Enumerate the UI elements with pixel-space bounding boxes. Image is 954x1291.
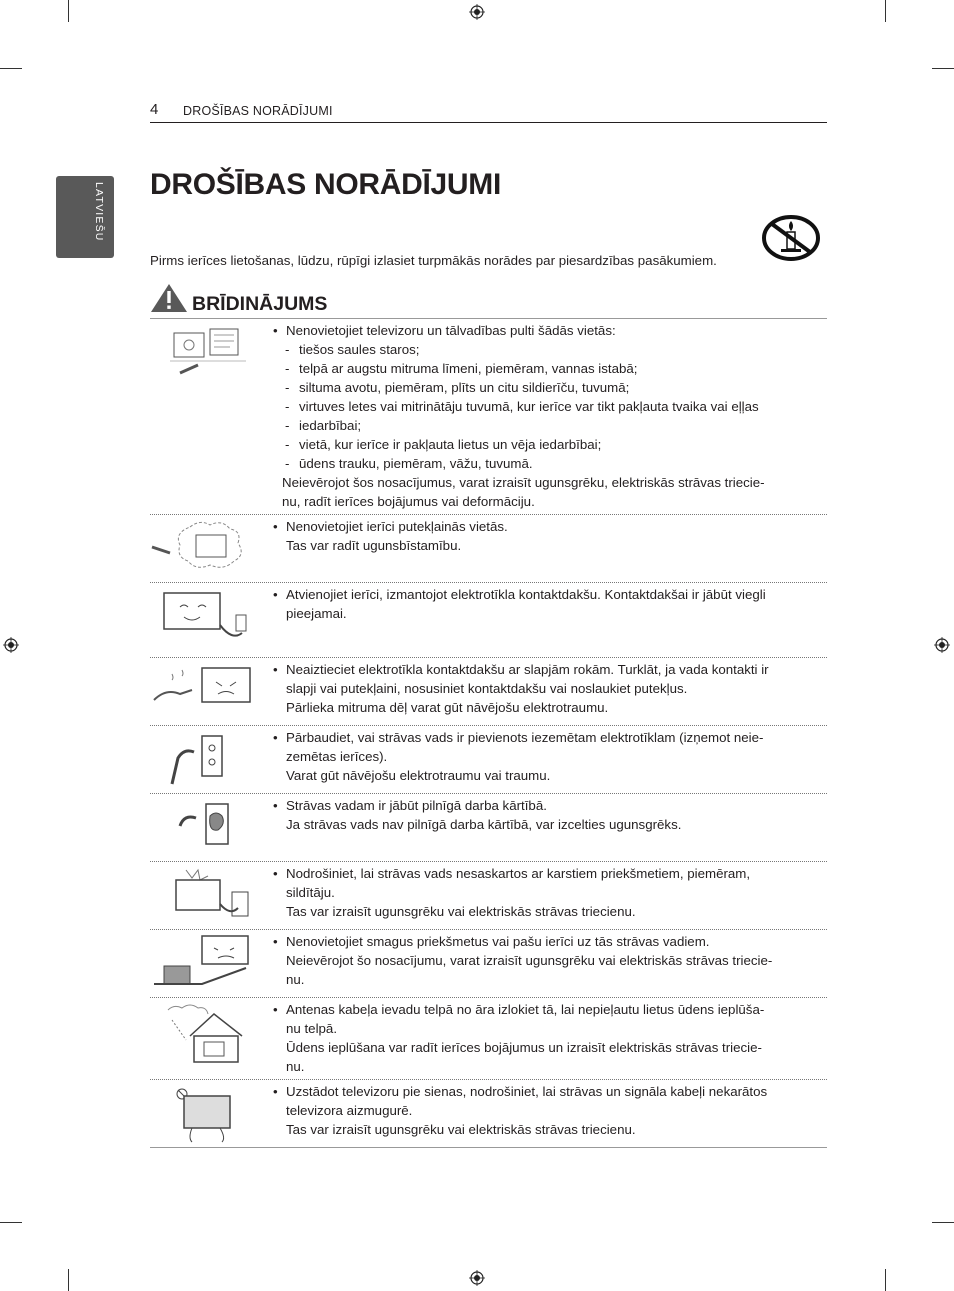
language-tab-label: LATVIEŠU (93, 182, 105, 242)
warning-line: televizora aizmugurē. (286, 1103, 413, 1118)
registration-mark-icon (469, 4, 485, 20)
unplug-illustration (150, 585, 268, 653)
warning-line: pieejamai. (286, 606, 347, 621)
no-open-flame-icon (761, 214, 821, 262)
warning-text (272, 583, 827, 626)
warning-line: Tas var radīt ugunsbīstamību. (286, 538, 462, 553)
warning-subitem-continued: - iedarbībai; (272, 416, 827, 435)
warning-note: Neievērojot šos nosacījumus, varat izraisīt ugunsgrēku, elektriskās strāvas triecie- (282, 475, 765, 490)
warning-row (150, 998, 827, 1080)
wall-mount-cables-illustration (150, 1082, 268, 1144)
warning-bullet: • Strāvas vadam ir jābūt pilnīgā darba kārtībā. (272, 796, 827, 815)
warning-line: Ūdens ieplūšana var radīt ierīces bojājumus un izraisīt elektriskās strāvas triecie- (286, 1040, 762, 1055)
warning-line: sildītāju. (286, 885, 335, 900)
warning-bullet: • Pārbaudiet, vai strāvas vads ir pievienots iezemētam elektrotīklam (izņemot neie- (272, 728, 827, 747)
warning-line: Neievērojot šo nosacījumu, varat izraisīt ugunsgrēku vai elektriskās strāvas triecie- (286, 953, 773, 968)
warning-row (150, 794, 827, 862)
crop-mark (885, 1269, 886, 1291)
warning-line: Tas var izraisīt ugunsgrēku vai elektriskās strāvas triecienu. (286, 1122, 636, 1137)
warning-subitem: - tiešos saules staros; (272, 340, 827, 359)
warning-subitem: - telpā ar augstu mitruma līmeni, piemēram, vannas istabā; (272, 359, 827, 378)
crop-mark (0, 1222, 22, 1223)
warning-line: slapji vai putekļaini, nosusiniet kontaktdakšu vai noslaukiet putekļus. (286, 681, 688, 696)
warning-subitem: - ūdens trauku, piemēram, vāžu, tuvumā. (272, 454, 827, 473)
warning-bullet: • Atvienojiet ierīci, izmantojot elektrotīkla kontaktdakšu. Kontaktdakšai ir jābūt viegli (272, 585, 827, 604)
warning-line: zemētas ierīces). (286, 749, 388, 764)
crop-mark (0, 68, 22, 69)
registration-mark-icon (934, 637, 950, 653)
warning-line: Ja strāvas vads nav pilnīgā darba kārtībā, var izcelties ugunsgrēks. (286, 817, 682, 832)
crop-mark (932, 1222, 954, 1223)
warning-bullet: • Neaiztieciet elektrotīkla kontaktdakšu ar slapjām rokām. Turklāt, ja vada kontakti ir (272, 660, 827, 679)
warning-row (150, 930, 827, 998)
warning-text (272, 998, 827, 1079)
warnings-heading (150, 283, 827, 317)
warning-bullet: • Nenovietojiet ierīci putekļainās vietās. (272, 517, 827, 536)
warning-row (150, 1080, 827, 1148)
warning-row (150, 726, 827, 794)
warning-note: nu, radīt ierīces bojājumus vai deformāciju. (282, 494, 535, 509)
warning-bullet: • Nenovietojiet televizoru un tālvadības pulti šādās vietās: (272, 321, 827, 340)
registration-mark-icon (469, 1270, 485, 1286)
warning-row (150, 583, 827, 658)
crop-mark (885, 0, 886, 22)
warning-line: nu. (286, 1059, 305, 1074)
antenna-cable-illustration (150, 1000, 268, 1070)
running-header (150, 100, 827, 123)
warning-row (150, 515, 827, 583)
warning-text (272, 1080, 827, 1142)
page-number: 4 (150, 101, 159, 118)
warning-text (272, 658, 827, 720)
warning-text (272, 319, 827, 514)
warning-triangle-icon (150, 283, 188, 313)
warning-bullet: • Uzstādot televizoru pie sienas, nodrošiniet, lai strāvas un signāla kabeļi nekarātos (272, 1082, 827, 1101)
warnings-heading-label: BRĪDINĀJUMS (192, 293, 328, 315)
warning-text (272, 930, 827, 992)
warning-line: Pārlieka mitruma dēļ varat gūt nāvējošu elektrotraumu. (286, 700, 609, 715)
crop-mark (68, 0, 69, 22)
warning-text (272, 515, 827, 558)
warning-line: Varat gūt nāvējošu elektrotraumu vai traumu. (286, 768, 551, 783)
heavy-object-on-cord-illustration (150, 932, 268, 994)
warning-text (272, 794, 827, 837)
warnings-list (150, 318, 827, 1148)
dusty-place-illustration (150, 517, 268, 579)
warning-bullet: • Antenas kabeļa ievadu telpā no āra izlokiet tā, lai nepieļautu lietus ūdens ieplūša- (272, 1000, 827, 1019)
page-title: DROŠĪBAS NORĀDĪJUMI (150, 168, 501, 201)
warning-bullet: • Nodrošiniet, lai strāvas vads nesaskartos ar karstiem priekšmetiem, piemēram, (272, 864, 827, 883)
intro-text: Pirms ierīces lietošanas, lūdzu, rūpīgi izlasiet turpmākās norādes par piesardzības pasākumiem. (150, 253, 717, 268)
warning-text (272, 862, 827, 924)
crop-mark (932, 68, 954, 69)
crop-mark (68, 1269, 69, 1291)
wet-hands-plug-illustration (150, 660, 268, 722)
warning-row (150, 319, 827, 515)
grounded-outlet-illustration (150, 728, 268, 790)
damaged-cord-illustration (150, 796, 268, 858)
warning-subitem: - virtuves letes vai mitrinātāju tuvumā, kur ierīce var tikt pakļauta tvaika vai eļļas (272, 397, 827, 416)
warning-row (150, 658, 827, 726)
hot-object-cord-illustration (150, 864, 268, 926)
tv-remote-sunlight-illustration (150, 321, 268, 383)
language-tab (56, 176, 114, 258)
warning-subitem: - siltuma avotu, piemēram, plīts un citu sildierīču, tuvumā; (272, 378, 827, 397)
warning-line: Tas var izraisīt ugunsgrēku vai elektriskās strāvas triecienu. (286, 904, 636, 919)
warning-row (150, 862, 827, 930)
warning-subitem: - vietā, kur ierīce ir pakļauta lietus un vēja iedarbībai; (272, 435, 827, 454)
registration-mark-icon (3, 637, 19, 653)
warning-line: nu telpā. (286, 1021, 338, 1036)
warning-bullet: • Nenovietojiet smagus priekšmetus vai pašu ierīci uz tās strāvas vadiem. (272, 932, 827, 951)
warning-line: nu. (286, 972, 305, 987)
running-title: DROŠĪBAS NORĀDĪJUMI (183, 104, 333, 118)
warning-text (272, 726, 827, 788)
